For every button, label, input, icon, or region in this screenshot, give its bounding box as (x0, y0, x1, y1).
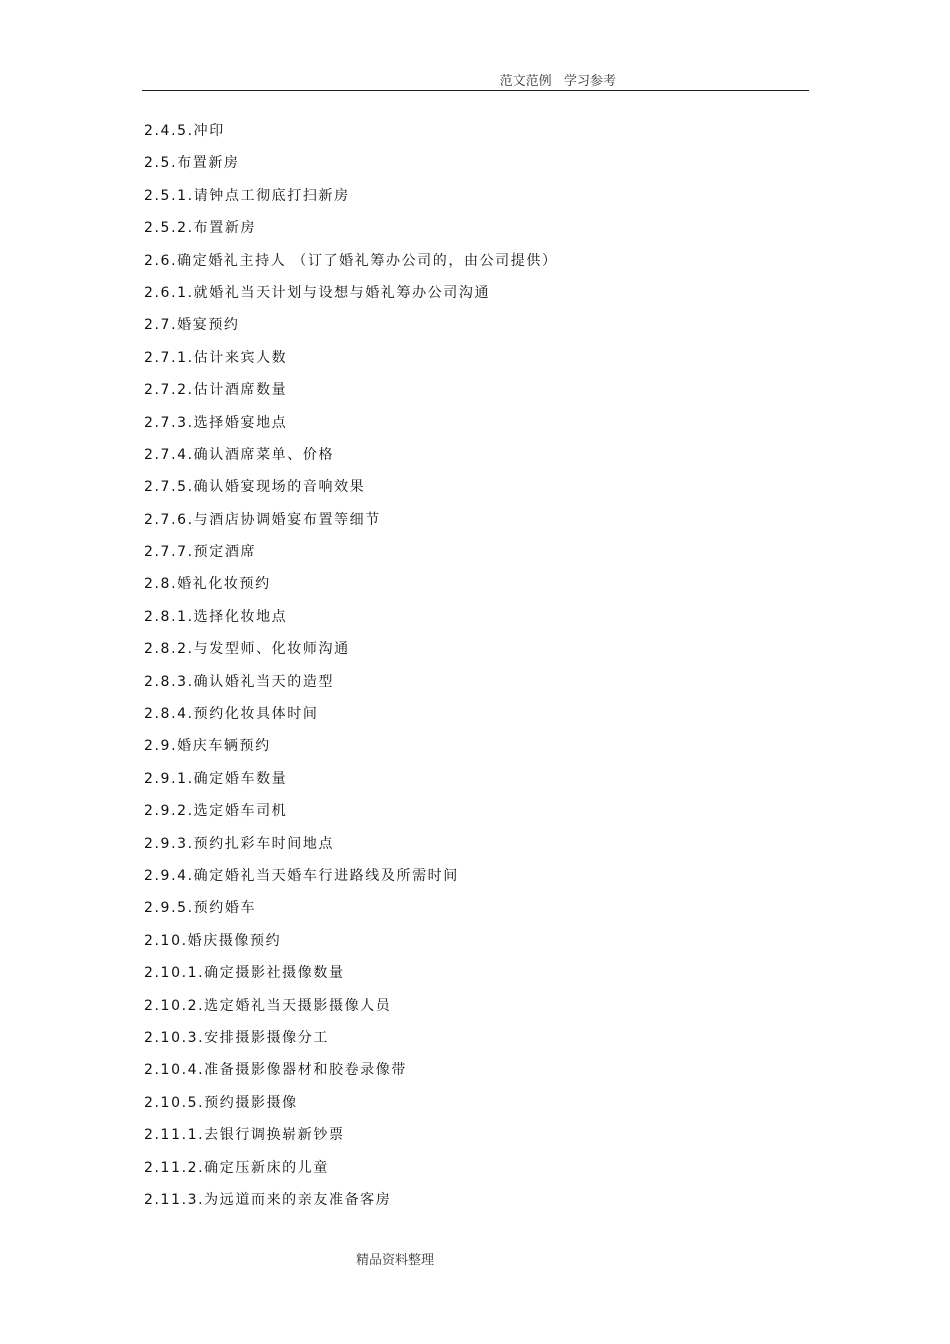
list-item: 2.8.4.预约化妆具体时间 (144, 706, 319, 723)
list-item: 2.6.1.就婚礼当天计划与设想与婚礼筹办公司沟通 (144, 284, 491, 301)
list-item: 2.10.2.选定婚礼当天摄影摄像人员 (144, 997, 392, 1014)
list-item: 2.7.2.估计酒席数量 (144, 382, 288, 399)
list-item: 2.7.7.预定酒席 (144, 544, 257, 561)
header-text: 范文范例 学习参考 (499, 74, 616, 89)
list-item: 2.5.1.请钟点工彻底打扫新房 (144, 187, 350, 204)
list-item: 2.9.4.确定婚礼当天婚车行进路线及所需时间 (144, 867, 459, 884)
list-item: 2.4.5.冲印 (144, 123, 225, 139)
list-item: 2.7.1.估计来宾人数 (144, 349, 288, 366)
list-item: 2.9.3.预约扎彩车时间地点 (144, 835, 335, 852)
list-item: 2.7.3.选择婚宴地点 (144, 414, 288, 431)
list-item: 2.10.4.准备摄影像器材和胶卷录像带 (144, 1062, 407, 1079)
list-item: 2.11.2.确定压新床的儿童 (144, 1159, 329, 1176)
list-item: 2.11.1.去银行调换崭新钞票 (144, 1127, 345, 1144)
list-item: 2.11.3.为远道而来的亲友准备客房 (144, 1191, 392, 1208)
page-header (142, 70, 809, 91)
list-item: 2.8.婚礼化妆预约 (144, 576, 271, 593)
list-item: 2.7.婚宴预约 (144, 317, 240, 334)
list-item: 2.7.4.确认酒席菜单、价格 (144, 446, 335, 463)
list-item: 2.6.确定婚礼主持人 （订了婚礼筹办公司的，由公司提供） (144, 252, 558, 269)
list-item: 2.8.2.与发型师、化妆师沟通 (144, 641, 350, 658)
list-item: 2.10.3.安排摄影摄像分工 (144, 1029, 329, 1046)
list-item: 2.8.1.选择化妆地点 (144, 608, 288, 625)
list-item: 2.10.5.预约摄影摄像 (144, 1094, 298, 1111)
list-item: 2.9.2.选定婚车司机 (144, 803, 288, 820)
list-item: 2.7.6.与酒店协调婚宴布置等细节 (144, 511, 381, 528)
list-item: 2.9.1.确定婚车数量 (144, 770, 288, 787)
list-item: 2.8.3.确认婚礼当天的造型 (144, 673, 335, 690)
list-item: 2.7.5.确认婚宴现场的音响效果 (144, 479, 366, 496)
list-item: 2.10.1.确定摄影社摄像数量 (144, 965, 345, 982)
list-item: 2.9.5.预约婚车 (144, 900, 257, 917)
list-item: 2.9.婚庆车辆预约 (144, 738, 271, 755)
list-item: 2.10.婚庆摄像预约 (144, 932, 282, 949)
list-item: 2.5.2.布置新房 (144, 220, 257, 237)
document-body (144, 121, 804, 1222)
page-footer: 精品资料整理 (355, 1253, 434, 1268)
list-item: 2.5.布置新房 (144, 155, 240, 172)
